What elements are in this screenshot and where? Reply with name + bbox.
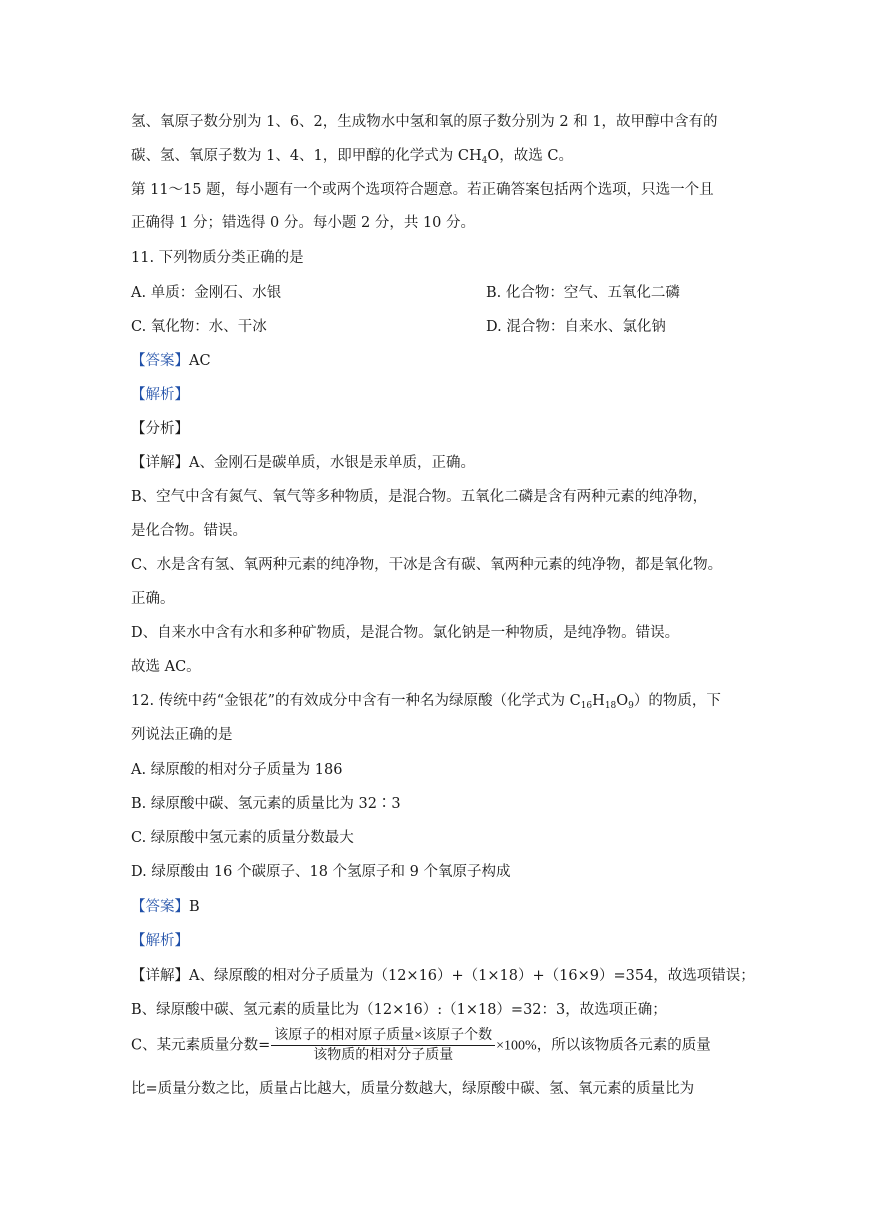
detail-a-text: A、绿原酸的相对分子质量为（12×16）+（1×18）+（16×9）=354，故选项错误；	[189, 968, 755, 984]
q12-option-a: A. 绿原酸的相对分子质量为 186	[131, 762, 343, 778]
q12-analysis-tag	[131, 931, 189, 951]
mass-fraction-formula	[271, 1027, 495, 1064]
oxygen-symbol: O	[616, 693, 629, 709]
detail-tag: 【详解】	[131, 968, 189, 984]
q12-detail-b: B、绿原酸中碳、氢元素的质量比为（12×16）:（1×18）=32：3，故选项正确；	[131, 1002, 667, 1018]
answer-value: AC	[189, 353, 211, 369]
q12-detail-a	[131, 966, 755, 986]
q12-detail-c-2: 比=质量分数之比，质量占比越大，质量分数越大，绿原酸中碳、氢、氧元素的质量比为	[131, 1081, 695, 1097]
analysis-tag: 【解析】	[131, 933, 189, 949]
q12-stem-end: ）的物质，下	[633, 693, 721, 709]
fraction-multiplier: ×100%	[496, 1038, 537, 1054]
detail-tag: 【详解】	[131, 455, 189, 471]
q11-detail-a	[131, 453, 475, 473]
fraction-denominator: 该物质的相对分子质量	[313, 1048, 454, 1063]
q11-option-c: C. 氧化物：水、干冰	[131, 319, 267, 335]
carbon-subscript: 16	[580, 701, 593, 711]
fraction-numerator: 该原子的相对原子质量×该原子个数	[271, 1027, 495, 1046]
q12-option-b: B. 绿原酸中碳、氢元素的质量比为 32∶3	[131, 796, 401, 812]
q11-detail-c-2: 正确。	[131, 591, 175, 607]
q11-detail-d: D、自来水中含有水和多种矿物质，是混合物。氯化钠是一种物质，是纯净物。错误。	[131, 625, 680, 641]
q11-analysis-tag	[131, 385, 189, 405]
section-instruction-1: 第 11～15 题，每小题有一个或两个选项符合题意。若正确答案包括两个选项，只选一个且	[131, 182, 714, 198]
q11-conclusion: 故选 AC。	[131, 659, 201, 675]
q11-fenxi-tag: 【分析】	[131, 421, 189, 437]
q11-detail-b-1: B、空气中含有氮气、氧气等多种物质，是混合物。五氧化二磷是含有两种元素的纯净物，	[131, 489, 708, 505]
section-instruction-2: 正确得 1 分；错选得 0 分。每小题 2 分，共 10 分。	[131, 215, 475, 231]
oxygen-subscript: 9	[628, 701, 634, 711]
hydrogen-symbol: H	[592, 693, 605, 709]
formula-subscript: 4	[481, 156, 488, 166]
q11-detail-c-1: C、水是含有氢、氧两种元素的纯净物，干冰是含有碳、氧两种元素的纯净物，都是氧化物。	[131, 557, 723, 573]
q12-option-c: C. 绿原酸中氢元素的质量分数最大	[131, 830, 354, 846]
intro-line-1: 氢、氧原子数分别为 1、6、2，生成物水中氢和氧的原子数分别为 2 和 1，故甲醇中含有的	[131, 114, 718, 130]
intro-line-2-text: 碳、氢、氧原子数为 1、4、1，即甲醇的化学式为 CH	[131, 148, 482, 164]
detail-a-text: A、金刚石是碳单质，水银是汞单质，正确。	[189, 455, 475, 471]
intro-line-2	[131, 146, 573, 171]
q11-detail-b-2: 是化合物。错误。	[131, 523, 247, 539]
hydrogen-subscript: 18	[604, 701, 617, 711]
q11-option-d: D. 混合物：自来水、氯化钠	[486, 319, 666, 335]
q12-option-d: D. 绿原酸由 16 个碳原子、18 个氢原子和 9 个氧原子构成	[131, 864, 511, 880]
q12-stem-2: 列说法正确的是	[131, 727, 233, 743]
intro-line-2-end: O，故选 C。	[487, 148, 573, 164]
q12-stem-text: 12. 传统中药“金银花”的有效成分中含有一种名为绿原酸（化学式为 C	[131, 693, 581, 709]
q12-stem-1	[131, 691, 721, 716]
q11-option-b: B. 化合物：空气、五氧化二磷	[486, 285, 680, 301]
answer-tag: 【答案】	[131, 353, 189, 369]
q11-answer	[131, 351, 211, 371]
q12-detail-c-1	[131, 1027, 711, 1065]
q11-option-a: A. 单质：金刚石、水银	[131, 285, 282, 301]
q12-answer	[131, 897, 200, 917]
detail-c-prefix: C、某元素质量分数=	[131, 1037, 271, 1054]
answer-tag: 【答案】	[131, 899, 189, 915]
detail-c-suffix: ，所以该物质各元素的质量	[536, 1037, 711, 1054]
answer-value: B	[189, 899, 200, 915]
analysis-tag: 【解析】	[131, 387, 189, 403]
q11-stem: 11. 下列物质分类正确的是	[131, 250, 304, 266]
